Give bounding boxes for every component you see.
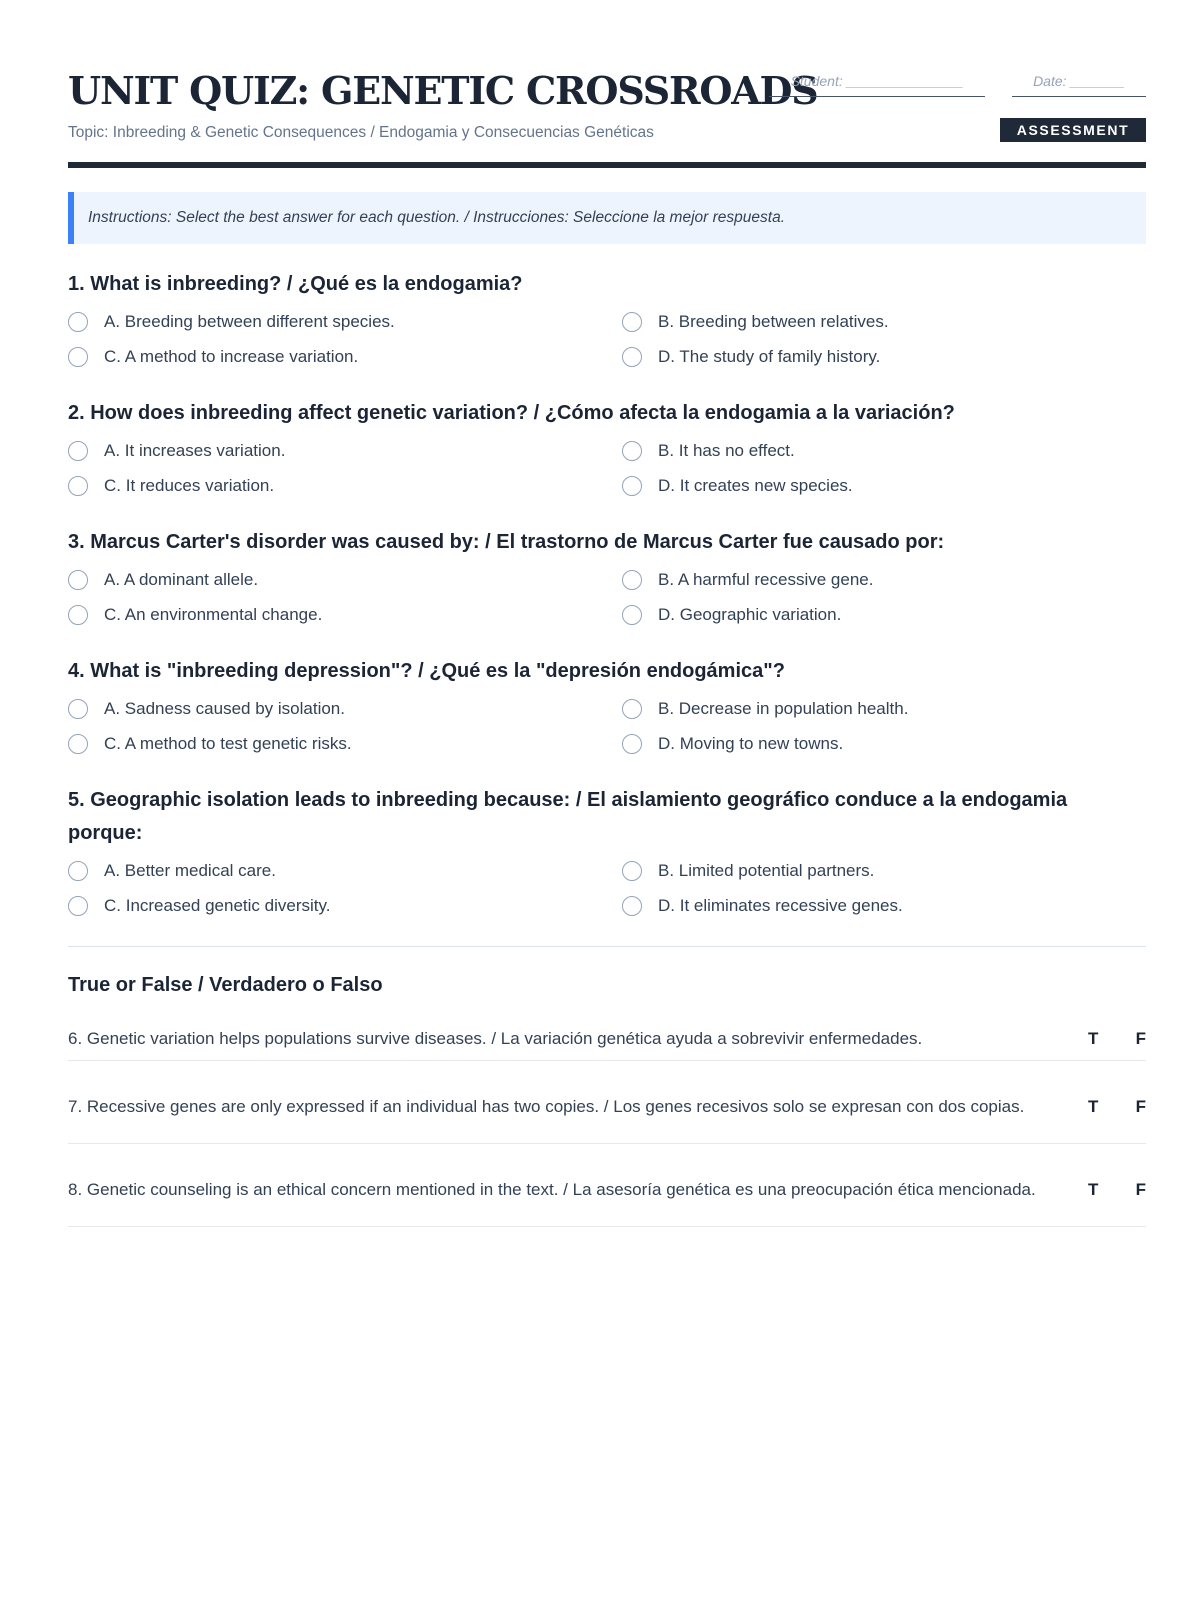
option-label: B. Limited potential partners. — [658, 860, 875, 880]
answer-options — [68, 563, 1146, 631]
false-choice[interactable]: F — [1135, 1097, 1146, 1116]
true-false-section — [68, 1017, 1146, 1227]
option-label: B. A harmful recessive gene. — [658, 569, 874, 589]
true-false-heading: True or False / Verdadero o Falso — [68, 974, 383, 996]
true-false-item-8 — [68, 1154, 1146, 1227]
question-text: 4. What is "inbreeding depression"? / ¿Qué es la "depresión endogámica"? — [68, 660, 785, 682]
option-c[interactable] — [68, 727, 622, 760]
option-label: D. It eliminates recessive genes. — [658, 895, 903, 915]
option-label: A. Sadness caused by isolation. — [104, 698, 345, 718]
student-name-field[interactable]: Student: _______________ — [769, 71, 985, 97]
option-d[interactable] — [622, 727, 1146, 760]
multiple-choice-section — [68, 268, 1146, 922]
option-label: C. Increased genetic diversity. — [104, 895, 331, 915]
option-label: B. It has no effect. — [658, 440, 795, 460]
option-d[interactable] — [622, 469, 1146, 502]
option-label: A. Breeding between different species. — [104, 311, 395, 331]
true-false-choices — [1088, 1029, 1146, 1049]
radio-button-icon[interactable] — [68, 605, 88, 625]
option-a[interactable] — [68, 563, 622, 596]
date-field[interactable]: Date: _______ — [1012, 71, 1146, 97]
true-choice[interactable]: T — [1088, 1028, 1099, 1048]
option-d[interactable] — [622, 889, 1146, 922]
radio-button-icon[interactable] — [622, 570, 642, 590]
option-b[interactable] — [622, 563, 1146, 596]
question-text: 5. Geographic isolation leads to inbreeding because: / El aislamiento geográfico conduce a la endogamia porque: — [68, 789, 1068, 844]
true-false-item-7 — [68, 1071, 1146, 1144]
radio-button-icon[interactable] — [622, 312, 642, 332]
radio-button-icon[interactable] — [622, 896, 642, 916]
question-text: 3. Marcus Carter's disorder was caused by: / El trastorno de Marcus Carter fue causado por: — [68, 531, 945, 553]
question-5 — [68, 784, 1146, 922]
radio-button-icon[interactable] — [622, 734, 642, 754]
option-label: D. Geographic variation. — [658, 604, 842, 624]
radio-button-icon[interactable] — [68, 734, 88, 754]
radio-button-icon[interactable] — [622, 441, 642, 461]
answer-options — [68, 305, 1146, 373]
option-b[interactable] — [622, 854, 1146, 887]
option-b[interactable] — [622, 305, 1146, 338]
false-choice[interactable]: F — [1135, 1180, 1146, 1199]
answer-options — [68, 434, 1146, 502]
radio-button-icon[interactable] — [622, 699, 642, 719]
option-label: C. It reduces variation. — [104, 475, 275, 495]
option-label: D. Moving to new towns. — [658, 733, 844, 753]
option-c[interactable] — [68, 340, 622, 373]
question-4 — [68, 655, 1146, 760]
option-c[interactable] — [68, 469, 622, 502]
option-a[interactable] — [68, 305, 622, 338]
radio-button-icon[interactable] — [68, 861, 88, 881]
option-a[interactable] — [68, 692, 622, 725]
option-label: A. Better medical care. — [104, 860, 276, 880]
option-label: A. A dominant allele. — [104, 569, 259, 589]
option-a[interactable] — [68, 434, 622, 467]
page-title: UNIT QUIZ: GENETIC CROSSROADS — [68, 68, 818, 113]
answer-options — [68, 692, 1146, 760]
true-false-choices — [1088, 1097, 1146, 1117]
radio-button-icon[interactable] — [68, 699, 88, 719]
statement-text: 6. Genetic variation helps populations survive diseases. / La variación genética ayuda a sobrevivir enfermedades. — [68, 1028, 923, 1048]
option-label: C. An environmental change. — [104, 604, 323, 624]
topic-subtitle: Topic: Inbreeding & Genetic Consequences / Endogamia y Consecuencias Genéticas — [68, 124, 654, 141]
instructions-box: Instructions: Select the best answer for each question. / Instrucciones: Seleccione la mejor respuesta. — [68, 192, 1146, 244]
option-label: D. The study of family history. — [658, 346, 881, 366]
option-label: B. Breeding between relatives. — [658, 311, 889, 331]
option-label: B. Decrease in population health. — [658, 698, 909, 718]
header — [68, 0, 1146, 168]
false-choice[interactable]: F — [1135, 1028, 1146, 1048]
answer-options — [68, 854, 1146, 922]
statement-text: 7. Recessive genes are only expressed if an individual has two copies. / Los genes recesivos solo se expresan con dos copias. — [68, 1097, 1025, 1116]
option-c[interactable] — [68, 598, 622, 631]
radio-button-icon[interactable] — [622, 605, 642, 625]
question-2 — [68, 397, 1146, 502]
option-c[interactable] — [68, 889, 622, 922]
radio-button-icon[interactable] — [68, 896, 88, 916]
option-b[interactable] — [622, 434, 1146, 467]
option-label: A. It increases variation. — [104, 440, 286, 460]
question-text: 2. How does inbreeding affect genetic variation? / ¿Cómo afecta la endogamia a la variación? — [68, 402, 955, 424]
option-label: C. A method to increase variation. — [104, 346, 359, 366]
radio-button-icon[interactable] — [622, 476, 642, 496]
radio-button-icon[interactable] — [68, 312, 88, 332]
radio-button-icon[interactable] — [68, 441, 88, 461]
question-text: 1. What is inbreeding? / ¿Qué es la endogamia? — [68, 273, 523, 295]
assessment-badge: ASSESSMENT — [1000, 118, 1146, 142]
option-d[interactable] — [622, 598, 1146, 631]
true-choice[interactable]: T — [1088, 1180, 1099, 1199]
quiz-page — [68, 0, 1146, 1237]
true-false-choices — [1088, 1180, 1146, 1200]
true-choice[interactable]: T — [1088, 1097, 1099, 1116]
true-false-item-6 — [68, 1017, 1146, 1061]
option-label: D. It creates new species. — [658, 475, 853, 495]
radio-button-icon[interactable] — [622, 861, 642, 881]
radio-button-icon[interactable] — [68, 476, 88, 496]
radio-button-icon[interactable] — [68, 570, 88, 590]
radio-button-icon[interactable] — [68, 347, 88, 367]
option-a[interactable] — [68, 854, 622, 887]
statement-text: 8. Genetic counseling is an ethical concern mentioned in the text. / La asesoría genética es una preocupación ética mencionada. — [68, 1180, 1036, 1199]
question-1 — [68, 268, 1146, 373]
option-d[interactable] — [622, 340, 1146, 373]
radio-button-icon[interactable] — [622, 347, 642, 367]
section-divider — [68, 946, 1146, 947]
question-3 — [68, 526, 1146, 631]
option-label: C. A method to test genetic risks. — [104, 733, 352, 753]
option-b[interactable] — [622, 692, 1146, 725]
